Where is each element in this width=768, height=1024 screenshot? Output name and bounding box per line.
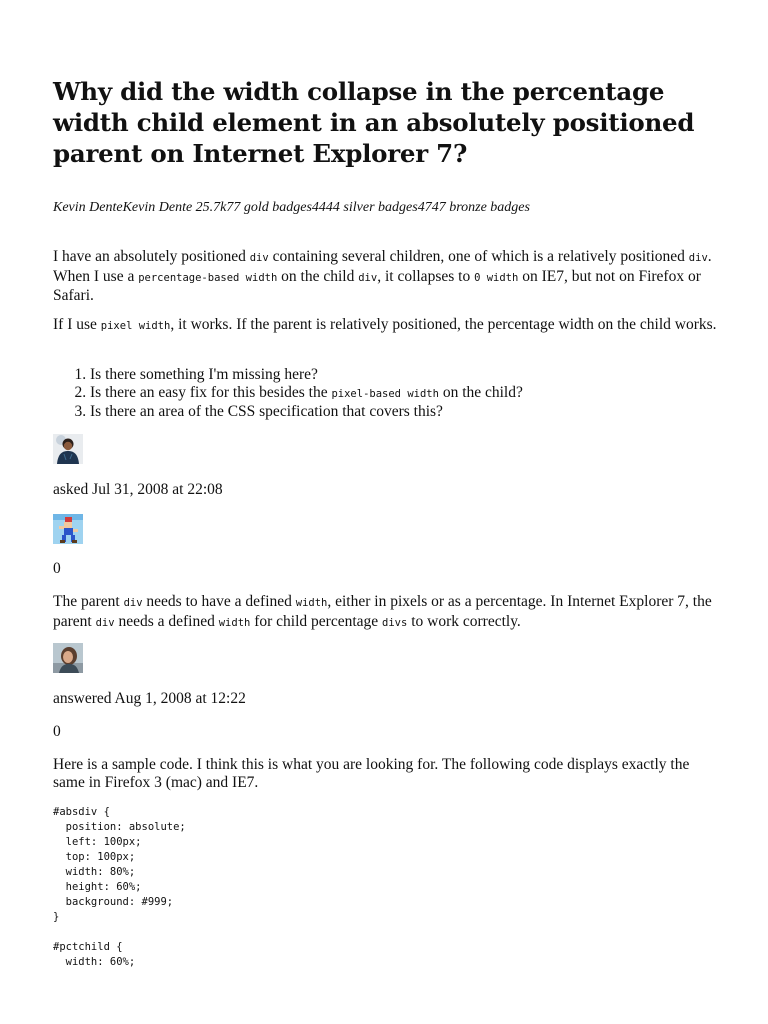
list-item: 3. Is there an area of the CSS specification that covers this? bbox=[90, 403, 721, 421]
answer1-text: The parent div needs to have a defined width, either in pixels or as a percentage. In Internet Explorer 7, the parent div needs a defined width for child percentage divs to work correctly. bbox=[53, 593, 712, 630]
list-item: 1. Is there something I'm missing here? bbox=[90, 366, 721, 384]
question-paragraph-2: If I use pixel width, it works. If the parent is relatively positioned, the percentage width on the child works. bbox=[53, 316, 717, 333]
person-avatar-icon bbox=[53, 643, 83, 673]
list-item: 2. Is there an easy fix for this besides the pixel-based width on the child? bbox=[90, 384, 721, 404]
question-byline: Kevin DenteKevin Dente 25.7k77 gold badges4444 silver badges4747 bronze badges bbox=[53, 200, 530, 215]
code-block: #absdiv { position: absolute; left: 100px; top: 100px; width: 80%; height: 60%; background: #999; } #pctchild { width: 60%; bbox=[53, 806, 186, 968]
question-list bbox=[53, 366, 721, 421]
answer1-avatar[interactable] bbox=[53, 514, 83, 544]
answer1-vote-count: 0 bbox=[53, 560, 61, 577]
answer2-vote-count: 0 bbox=[53, 723, 61, 740]
pixel-character-avatar-icon bbox=[53, 514, 83, 544]
question-paragraph-1: I have an absolutely positioned div containing several children, one of which is a relatively positioned div. When I use a percentage-based width on the child div, it collapses to 0 width on IE7, but not on Firefox or Safari. bbox=[53, 248, 712, 304]
question-title: Why did the width collapse in the percentage width child element in an absolutely positioned parent on Internet Explorer 7? bbox=[53, 77, 695, 168]
person-avatar-icon bbox=[53, 434, 83, 464]
asker-avatar[interactable] bbox=[53, 434, 83, 464]
answer2-text: Here is a sample code. I think this is what you are looking for. The following code displays exactly the same in Firefox 3 (mac) and IE7. bbox=[53, 756, 690, 791]
answered-timestamp: answered Aug 1, 2008 at 12:22 bbox=[53, 690, 246, 707]
answerer-avatar[interactable] bbox=[53, 643, 83, 673]
asked-timestamp: asked Jul 31, 2008 at 22:08 bbox=[53, 481, 223, 498]
